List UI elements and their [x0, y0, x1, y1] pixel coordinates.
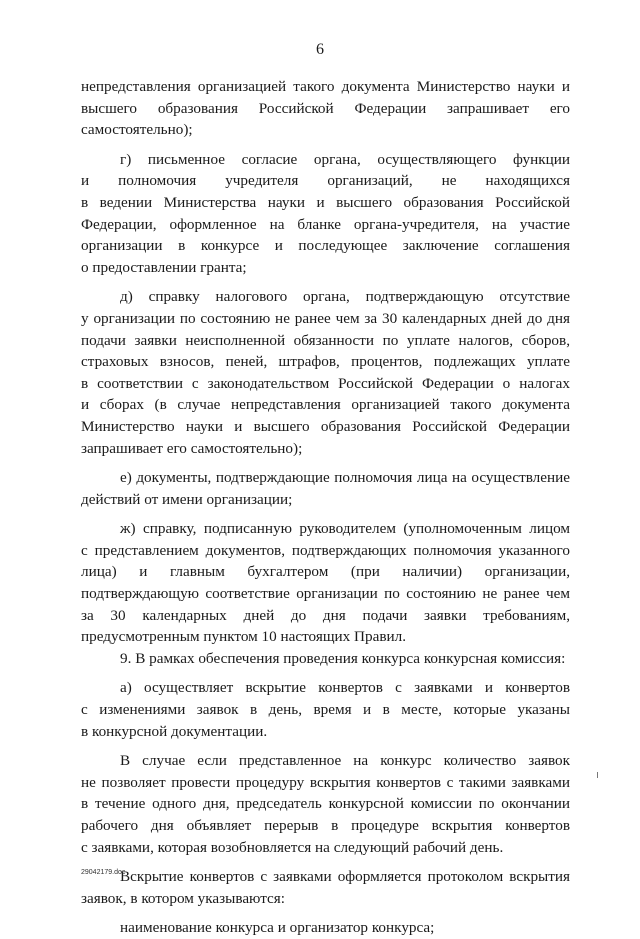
paragraph-gap	[81, 510, 570, 518]
text-line: а) осуществляет вскрытие конвертов с заявками и конвертов	[120, 679, 570, 697]
text-line: в соответствии с законодательством Российской Федерации о налогах	[81, 374, 570, 392]
text-line: 9. В рамках обеспечения проведения конкурса конкурсная комиссия:	[120, 649, 566, 667]
page-number: 6	[316, 41, 324, 58]
text-line: и сборах (в случае непредставления организацией такого документа	[81, 396, 570, 414]
text-line: у организации по состоянию не ранее чем за 30 календарных дней до дня	[81, 309, 570, 327]
text-line: подтверждающую соответствие организации по состоянию не ранее чем	[81, 585, 570, 603]
text-line: самостоятельно);	[81, 121, 193, 139]
text-line: ж) справку, подписанную руководителем (уполномоченным лицом	[120, 520, 570, 538]
text-line: предусмотренным пунктом 10 настоящих Правил.	[81, 628, 407, 646]
file-name-footer: 29042179.doc	[81, 869, 126, 876]
text-line: непредставления организацией такого документа Министерство науки и	[81, 78, 570, 95]
paragraph-gap	[81, 141, 570, 149]
text-line: организации в конкурсе и последующее заключение соглашения	[81, 237, 570, 255]
text-line: Министерство науки и высшего образования Российской Федерации	[81, 417, 570, 435]
document-body	[81, 76, 570, 939]
text-line: заявок, в котором указываются:	[81, 889, 285, 907]
text-line: действий от имени организации;	[81, 490, 293, 508]
margin-mark	[597, 772, 598, 778]
text-line: подачи заявки неисполненной обязанности по уплате налогов, сборов,	[81, 331, 570, 349]
text-line: лица) и главным бухгалтером (при наличии) организации,	[81, 563, 570, 581]
paragraph-gap	[81, 909, 570, 917]
text-line: в конкурсной документации.	[81, 722, 268, 740]
paragraph-gap	[81, 742, 570, 750]
paragraph-gap	[81, 858, 570, 866]
text-line: с изменениями заявок в день, время и в месте, которые указаны	[81, 701, 570, 719]
paragraph-gap	[81, 669, 570, 677]
text-line: запрашивает его самостоятельно);	[81, 439, 303, 457]
text-line: Вскрытие конвертов с заявками оформляется протоколом вскрытия	[120, 868, 570, 886]
text-line: е) документы, подтверждающие полномочия лица на осуществление	[120, 469, 570, 487]
text-line: рабочего дня объявляет перерыв в процедуре вскрытия конвертов	[81, 817, 570, 834]
text-line: с заявками, которая возобновляется на следующий рабочий день.	[81, 838, 504, 856]
text-line: Федерации, оформленное на бланке органа-учредителя, на участие	[81, 215, 570, 233]
text-line: за 30 календарных дней до дня подачи заявки требованиям,	[81, 606, 570, 624]
text-line: страховых взносов, пеней, штрафов, процентов, подлежащих уплате	[81, 353, 570, 371]
text-line: и полномочия учредителя организаций, не находящихся	[81, 172, 570, 190]
paragraph-gap	[81, 459, 570, 467]
text-line: о предоставлении гранта;	[81, 258, 247, 276]
text-line: не позволяет провести процедуру вскрытия конвертов с такими заявками	[81, 773, 570, 791]
text-line: в ведении Министерства науки и высшего образования Российской	[81, 193, 570, 211]
paragraph-gap	[81, 278, 570, 286]
text-line: наименование конкурса и организатор конкурса;	[120, 919, 435, 937]
text-line: В случае если представленное на конкурс количество заявок	[120, 752, 570, 770]
text-line: в течение одного дня, председатель конкурсной комиссии по окончании	[81, 795, 570, 813]
text-line: высшего образования Российской Федерации запрашивает его	[81, 99, 570, 117]
text-line: с представлением документов, подтверждающих полномочия указанного	[81, 541, 570, 559]
text-line: д) справку налогового органа, подтверждающую отсутствие	[120, 288, 570, 306]
text-line: г) письменное согласие органа, осуществляющего функции	[120, 150, 570, 168]
